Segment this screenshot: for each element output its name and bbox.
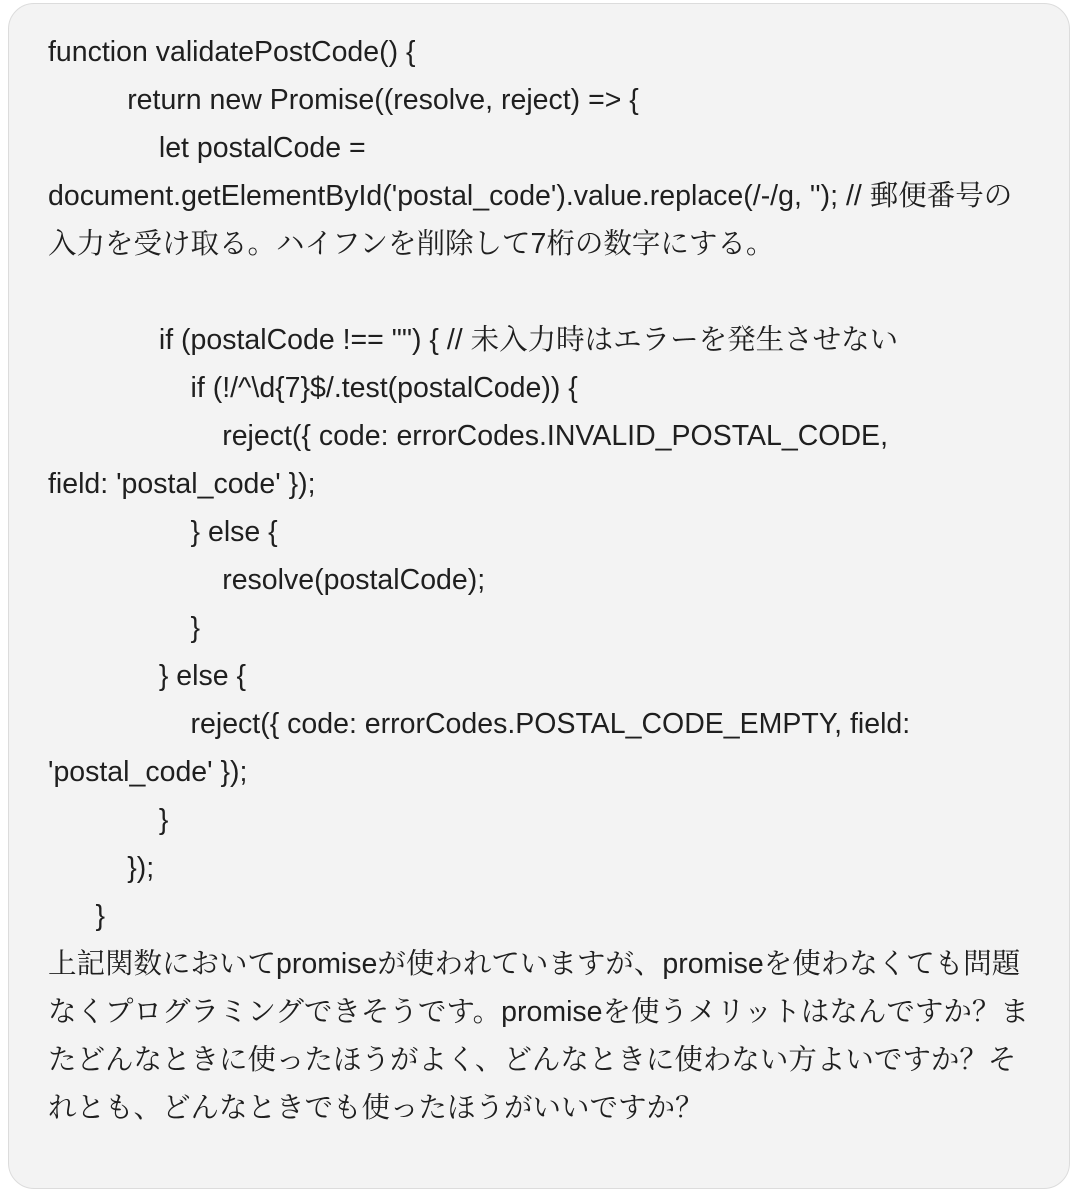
user-message-bubble — [8, 3, 1070, 1189]
user-message-text: function validatePostCode() { return new Promise((resolve, reject) => { let postalCode = document.getElementById('postal_code').value.replace(/-/g, ''); // 郵便番号の入力を受け取る。ハイフンを削除して7桁の数字にする。 if (postalCode !== "") { // 未入力時はエラーを発生させない if (!/^\d{7}$/.test(postalCode)) { reject({ code: errorCodes.INVALID_POSTAL_CODE, field: 'postal_code' }); } else { resolve(postalCode); } } else { reject({ code: errorCodes.POSTAL_CODE_EMPTY, field: 'postal_code' }); } }); } 上記関数においてpromiseが使われていますが、promiseを使わなくても問題なくプログラミングできそうです。promiseを使うメリットはなんですか？またどんなときに使ったほうがよく、どんなときに使わない方よいですか？それとも、どんなときでも使ったほうがいいですか？ — [48, 36, 1029, 1124]
